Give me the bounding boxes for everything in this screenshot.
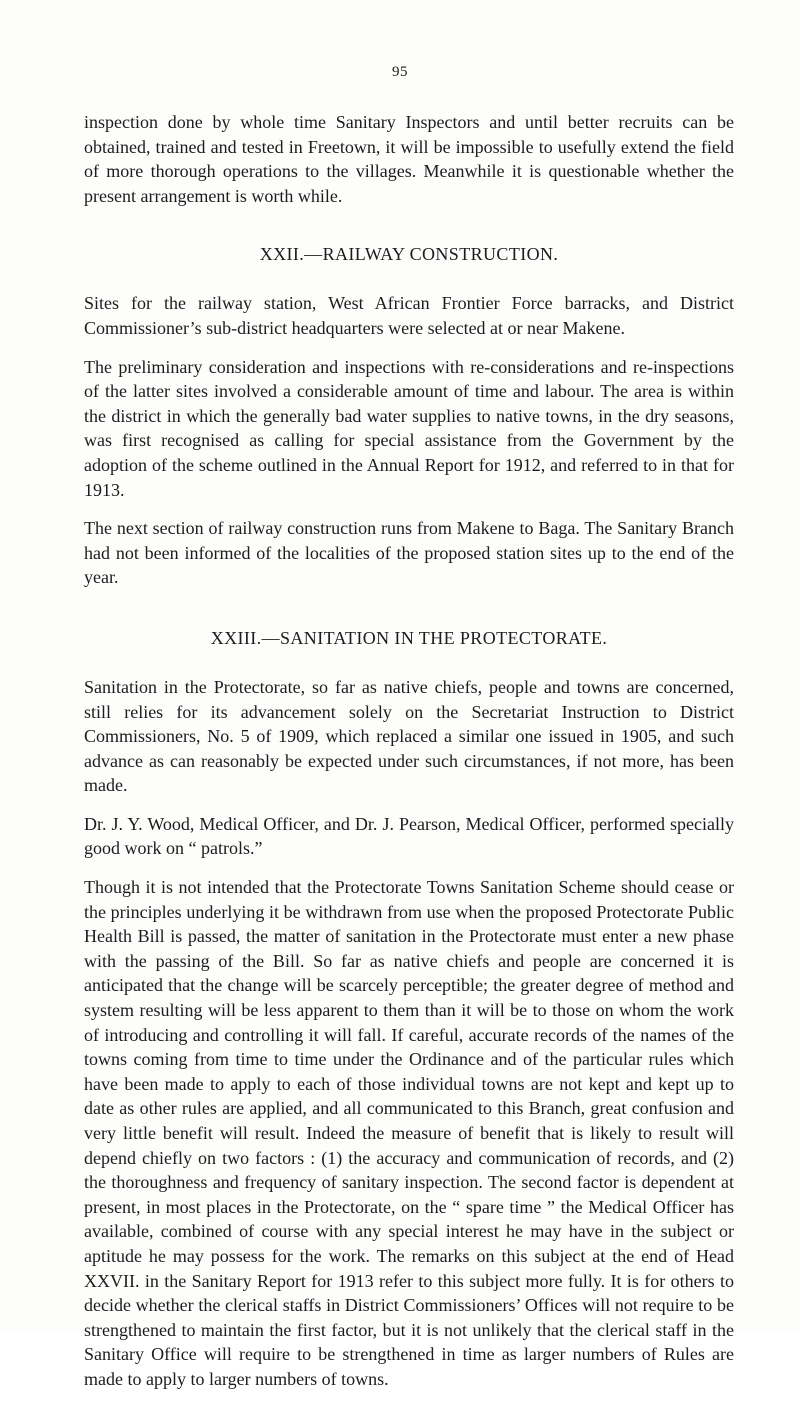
section-heading-sanitation: XXIII.—SANITATION IN THE PROTECTORATE.	[210, 627, 608, 648]
railway-paragraph-3: The next section of railway construction runs from Makene to Baga. The Sanitary Branch had not been informed of the localities of the proposed station sites up to the end of the year.	[84, 518, 734, 588]
railway-paragraph-1: Sites for the railway station, West African Frontier Force barracks, and District Commissioner’s sub-district headquarters were selected at or near Makene.	[84, 293, 734, 338]
page-content	[84, 110, 734, 1406]
section-sanitation-protectorate	[84, 628, 734, 1392]
section-heading-railway: XXII.—RAILWAY CONSTRUCTION.	[259, 244, 559, 265]
sanitation-paragraph-3: Though it is not intended that the Protectorate Towns Sanitation Scheme should cease or the principles underlying it be withdrawn from use when the proposed Protectorate Public Health Bill is passed, the matter of sanitation in the Protectorate must enter a new phase with the passing of the Bill. So far as native chiefs and people are concerned it is anticipated that the change will be scarcely perceptible; the greater degree of method and system resulting will be less apparent to them than it will be to those on whom the work of introducing and controlling it will fall. If careful, accurate records of the names of the towns coming from time to time under the Ordinance and of the particular rules which have been made to apply to each of those individual towns are not kept and kept up to date as other rules are applied, and all communicated to this Branch, great confusion and very little benefit will result. Indeed the measure of benefit that is likely to result will depend chiefly on two factors : (1) the accuracy and communication of records, and (2) the thoroughness and frequency of sanitary inspection. The second factor is dependent at present, in most places in the Protectorate, on the “ spare time ” the Medical Officer has available, combined of course with any special interest he may have in the subject or aptitude he may possess for the work. The remarks on this subject at the end of Head XXVII. in the Sanitary Report for 1913 refer to this subject more fully. It is for others to decide whether the clerical staffs in District Commissioners’ Offices will not require to be strengthened to maintain the first factor, but it is not unlikely that the clerical staff in the Sanitary Office will require to be strengthened in time as larger numbers of Rules are made to apply to larger numbers of towns.	[84, 877, 734, 1389]
page-number: 95	[392, 64, 408, 80]
railway-paragraph-2: The preliminary consideration and inspections with re-considerations and re-inspections of the latter sites involved a considerable amount of time and labour. The area is within the district in which the generally bad water supplies to native towns, in the dry seasons, was first recognised as calling for special assistance from the Government by the adoption of the scheme outlined in the Annual Report for 1912, and referred to in that for 1913.	[84, 356, 734, 500]
intro-paragraph: inspection done by whole time Sanitary Inspectors and until better recruits can be obtained, trained and tested in Freetown, it will be impossible to usefully extend the field of more thorough operations to the villages. Meanwhile it is questionable whether the present arrangement is worth while.	[84, 112, 734, 206]
sanitation-paragraph-1: Sanitation in the Protectorate, so far as native chiefs, people and towns are concerned, still relies for its advancement solely on the Secretariat Instruction to District Commissioners, No. 5 of 1909, which replaced a similar one issued in 1905, and such advance as can reasonably be expected under such circumstances, if not more, has been made.	[84, 676, 734, 796]
sanitation-paragraph-2: Dr. J. Y. Wood, Medical Officer, and Dr. J. Pearson, Medical Officer, performed specially good work on “ patrols.”	[84, 813, 734, 859]
section-railway-construction	[84, 244, 734, 590]
